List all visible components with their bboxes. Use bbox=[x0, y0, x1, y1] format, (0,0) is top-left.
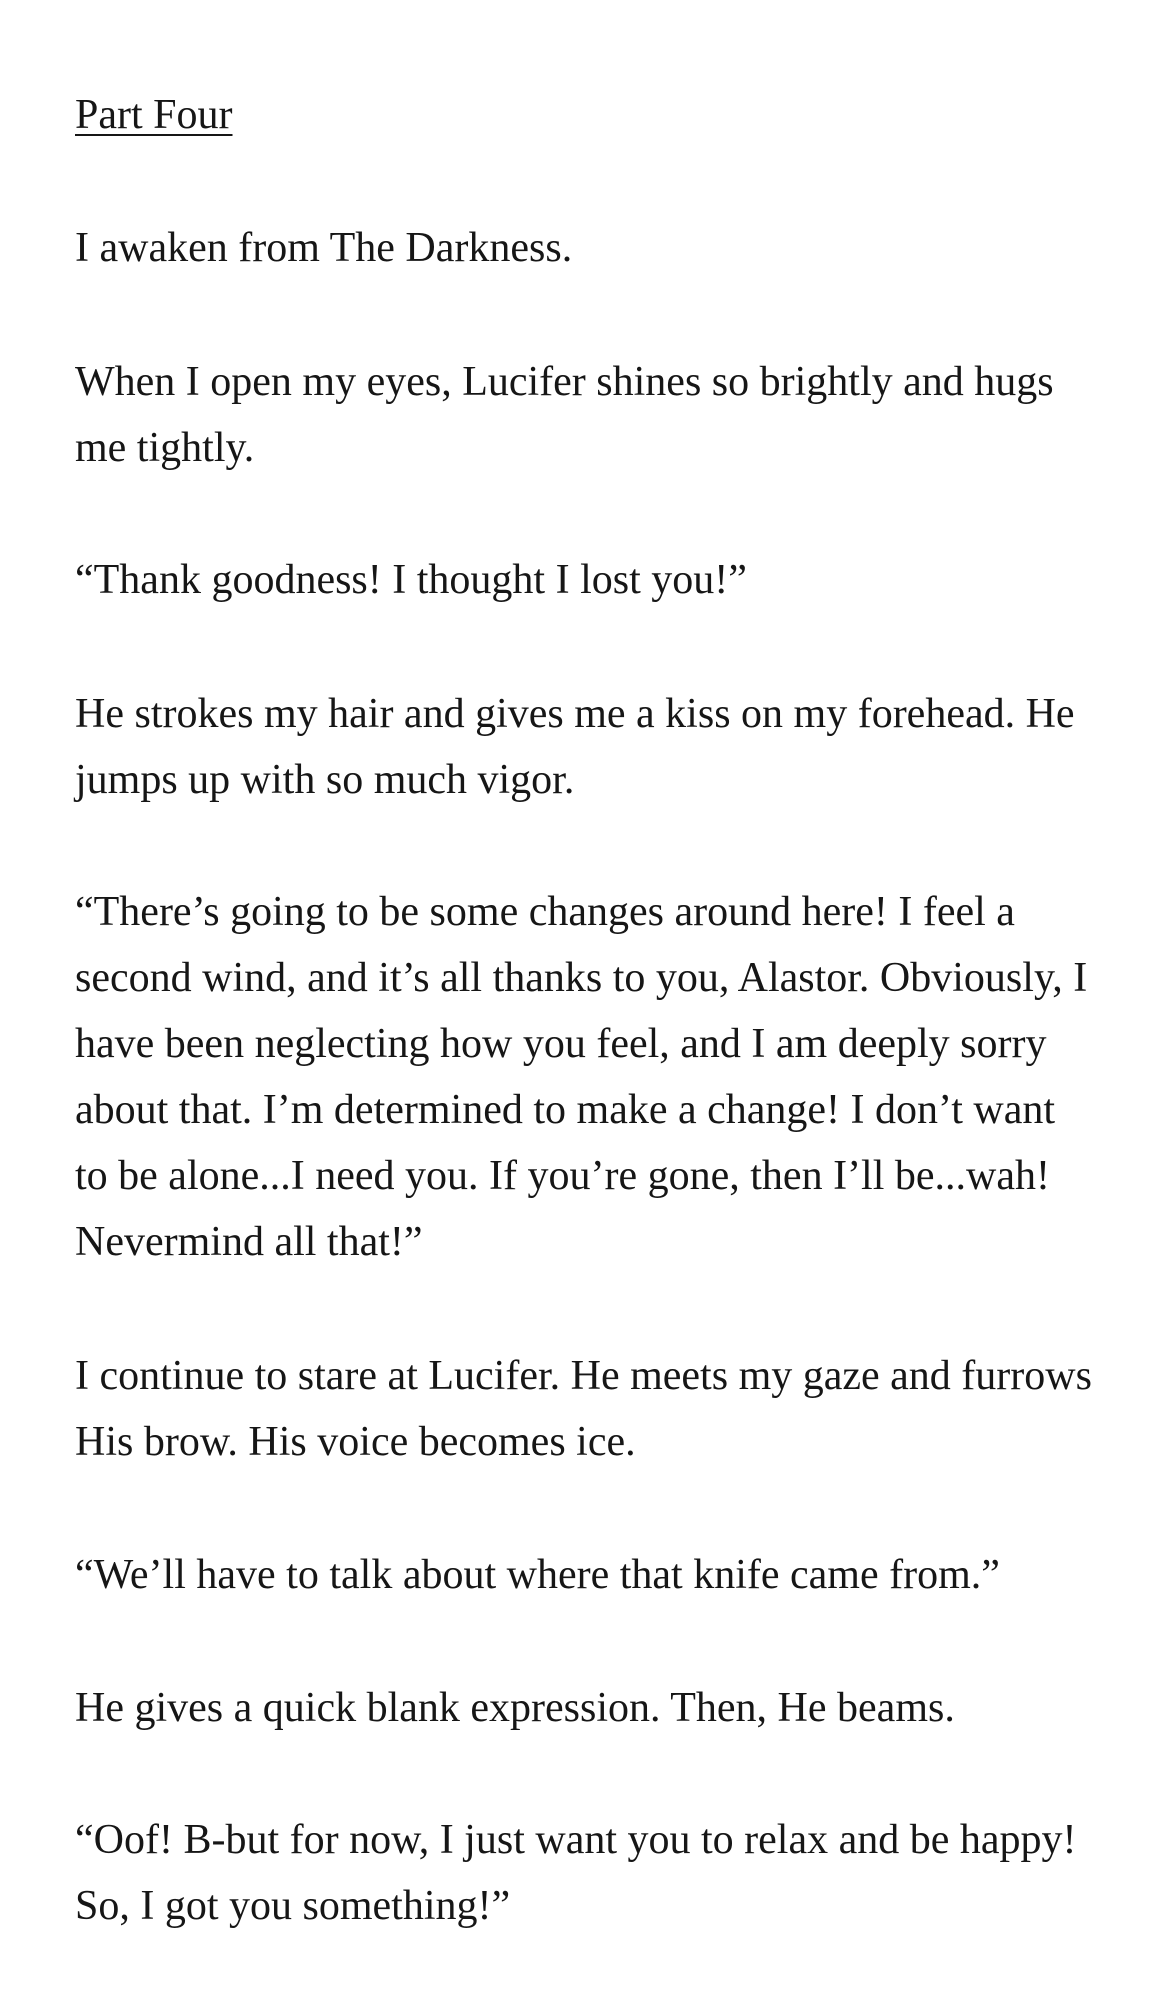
paragraph-9 bbox=[75, 1807, 1095, 1939]
paragraph-3 bbox=[75, 547, 1095, 613]
paragraph-5 bbox=[75, 879, 1095, 1275]
paragraph-line: “There’s going to be some changes around here! I feel a bbox=[75, 889, 1015, 935]
paragraph-7 bbox=[75, 1542, 1095, 1608]
paragraph-line: He strokes my hair and gives me a kiss on my forehead. He bbox=[75, 691, 1075, 737]
paragraph-line: “Oof! B-but for now, I just want you to relax and be happy! bbox=[75, 1817, 1077, 1863]
paragraph-line: me tightly. bbox=[75, 425, 255, 471]
paragraph-1 bbox=[75, 215, 1095, 281]
paragraph-line: have been neglecting how you feel, and I am deeply sorry bbox=[75, 1021, 1047, 1067]
paragraph-line: Nevermind all that!” bbox=[75, 1219, 423, 1265]
paragraph-line: I awaken from The Darkness. bbox=[75, 225, 573, 271]
paragraph-6 bbox=[75, 1343, 1095, 1475]
paragraph-line: “We’ll have to talk about where that knife came from.” bbox=[75, 1552, 1000, 1598]
part-title: Part Four bbox=[75, 92, 233, 138]
paragraph-2 bbox=[75, 349, 1095, 481]
paragraph-line: about that. I’m determined to make a change! I don’t want bbox=[75, 1087, 1056, 1133]
paragraph-line: I continue to stare at Lucifer. He meets my gaze and furrows bbox=[75, 1353, 1092, 1399]
paragraph-line: He gives a quick blank expression. Then, He beams. bbox=[75, 1685, 955, 1731]
paragraph-line: jumps up with so much vigor. bbox=[75, 757, 575, 803]
paragraph-line: to be alone...I need you. If you’re gone, then I’ll be...wah! bbox=[75, 1153, 1050, 1199]
paragraph-line: When I open my eyes, Lucifer shines so brightly and hugs bbox=[75, 359, 1054, 405]
paragraph-line: His brow. His voice becomes ice. bbox=[75, 1419, 636, 1465]
paragraph-8 bbox=[75, 1675, 1095, 1741]
paragraph-line: So, I got you something!” bbox=[75, 1883, 511, 1929]
paragraph-4 bbox=[75, 681, 1095, 813]
paragraph-line: “Thank goodness! I thought I lost you!” bbox=[75, 557, 747, 603]
paragraph-line: second wind, and it’s all thanks to you, Alastor. Obviously, I bbox=[75, 955, 1088, 1001]
